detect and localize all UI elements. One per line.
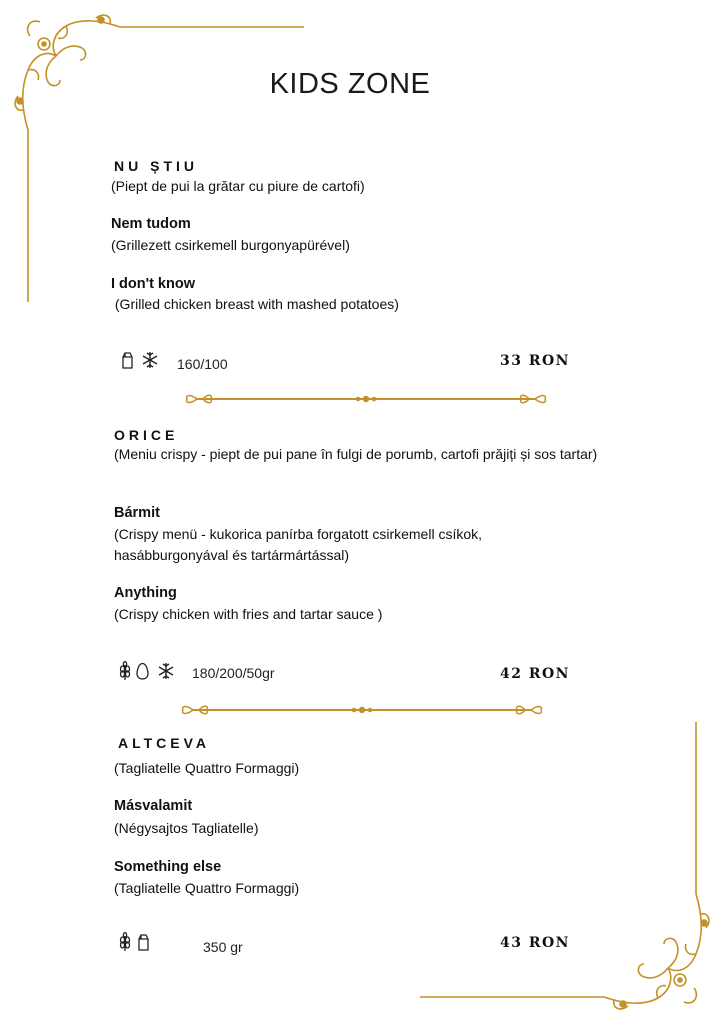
item-3-heading: ALTCEVA — [118, 735, 211, 751]
snowflake-icon — [157, 662, 175, 685]
item-1-allergen-icons — [121, 351, 159, 374]
item-3-desc-hu: (Négysajtos Tagliatelle) — [114, 820, 259, 836]
item-2-name-hu: Bármit — [114, 505, 160, 521]
item-1-weight: 160/100 — [177, 356, 228, 372]
item-3-price: 43 RON — [500, 935, 570, 951]
egg-icon — [136, 662, 149, 685]
item-2-desc-en: (Crispy chicken with fries and tartar sauce ) — [114, 606, 383, 622]
ornamental-divider — [183, 390, 549, 408]
milk-carton-icon — [121, 351, 134, 374]
item-1-name-en: I don't know — [111, 276, 195, 292]
item-3-desc-en: (Tagliatelle Quattro Formaggi) — [114, 880, 300, 896]
item-2-price: 42 RON — [500, 666, 570, 682]
item-1-desc-ro: (Piept de pui la grătar cu piure de cartofi) — [111, 178, 365, 194]
item-2-desc-ro: (Meniu crispy - piept de pui pane în fulgi de porumb, cartofi prăjiți și sos tartar) — [114, 446, 598, 462]
item-2-allergen-icons — [118, 661, 175, 686]
item-2-desc-hu: (Crispy menü - kukorica panírba forgatott csirkemell csíkok, hasábburgonyával és tartármártással) — [114, 526, 483, 563]
milk-carton-icon — [137, 933, 150, 956]
item-3-weight: 350 gr — [203, 939, 243, 955]
snowflake-icon — [141, 351, 159, 374]
item-1-desc-hu: (Grillezett csirkemell burgonyapürével) — [111, 237, 350, 253]
item-3-allergen-icons — [118, 932, 150, 957]
bottom-right-corner-ornament — [414, 714, 724, 1024]
page-title: KIDS ZONE — [269, 68, 431, 100]
item-1-heading: NU ȘTIU — [114, 158, 198, 174]
item-2-name-en: Anything — [114, 585, 177, 601]
item-2-weight: 180/200/50gr — [192, 665, 275, 681]
item-3-name-en: Something else — [114, 859, 222, 875]
item-1-desc-en: (Grilled chicken breast with mashed potatoes) — [111, 296, 399, 312]
item-1-name-hu: Nem tudom — [111, 216, 191, 232]
top-left-corner-ornament — [0, 0, 310, 310]
item-3-desc-ro: (Tagliatelle Quattro Formaggi) — [114, 760, 300, 776]
item-2-heading: ORICE — [114, 427, 179, 443]
item-3-name-hu: Másvalamit — [114, 798, 193, 814]
item-1-price: 33 RON — [500, 353, 570, 369]
wheat-icon — [118, 661, 132, 686]
ornamental-divider — [179, 701, 545, 719]
wheat-icon — [118, 932, 132, 957]
